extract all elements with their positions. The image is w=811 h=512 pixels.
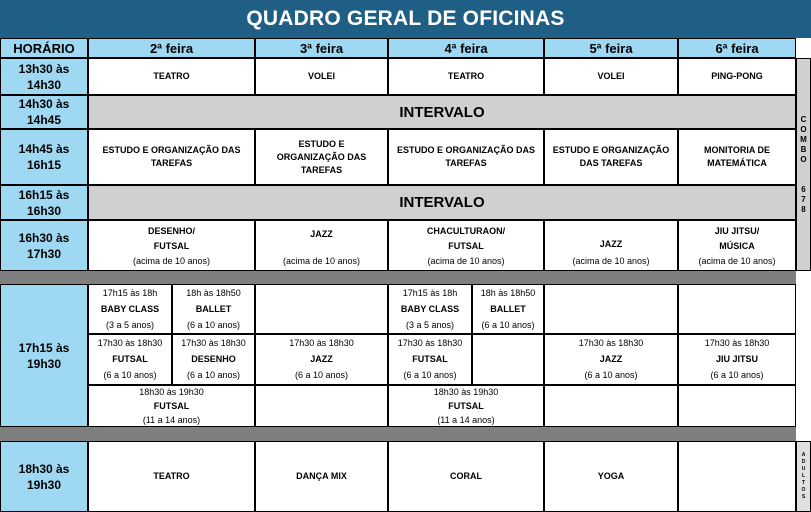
activity-label: JIU JITSU <box>715 354 758 364</box>
age-label: (6 a 10 anos) <box>186 319 241 330</box>
time-r6: 17h15 às 19h30 <box>0 284 88 427</box>
cell-r6c-wed-futsal <box>388 385 544 427</box>
cell-r6c-thu <box>544 385 678 427</box>
cell-r5-wed <box>388 220 544 271</box>
cell-r6b-wed-futsal <box>388 334 472 385</box>
cell-r3-mon: ESTUDO E ORGANIZAÇÃO DAS TAREFAS <box>88 129 255 185</box>
activity-label: BABY CLASS <box>400 303 460 314</box>
cell-r1-thu: VOLEI <box>544 58 678 95</box>
time-label: 18h30 às 19h30 <box>433 386 499 397</box>
cell-r7-tue: DANÇA MIX <box>255 441 388 512</box>
age-label: (6 a 10 anos) <box>403 370 457 380</box>
activity-label: FUTSAL <box>448 241 484 251</box>
time-r1: 13h30 às 14h30 <box>0 58 88 95</box>
cell-r7-fri <box>678 441 796 512</box>
separator-band <box>0 271 796 284</box>
time-r5: 16h30 às 17h30 <box>0 220 88 271</box>
separator-band <box>0 427 796 441</box>
cell-r6a-wed-baby <box>388 284 472 334</box>
cell-r6b-wed-empty <box>472 334 544 385</box>
time-label: 17h15 às 18h <box>102 287 158 298</box>
cell-r6b-mon-futsal <box>88 334 172 385</box>
header-day-thu: 5ª feira <box>544 38 678 58</box>
age-label: (acima de 10 anos) <box>132 256 211 266</box>
activity-label: JAZZ <box>310 229 333 239</box>
age-label: (11 a 14 anos) <box>437 414 495 425</box>
time-r3: 14h45 às 16h15 <box>0 129 88 185</box>
cell-r6c-fri <box>678 385 796 427</box>
age-label: (3 a 5 anos) <box>105 319 155 330</box>
activity-label: FUTSAL <box>412 354 448 364</box>
activity-label: JAZZ <box>599 239 623 249</box>
activity-label: BABY CLASS <box>100 303 160 314</box>
age-label: (6 a 10 anos) <box>294 370 349 380</box>
activity-label: BALLET <box>195 303 232 314</box>
time-label: 17h30 às 18h30 <box>704 338 770 348</box>
cell-r3-tue: ESTUDO E ORGANIZAÇÃO DAS TAREFAS <box>255 129 388 185</box>
cell-r1-wed: TEATRO <box>388 58 544 95</box>
cell-r5-fri <box>678 220 796 271</box>
cell-r1-mon: TEATRO <box>88 58 255 95</box>
age-label: (acima de 10 anos) <box>698 256 776 266</box>
cell-r6a-mon-ballet <box>172 284 255 334</box>
age-label: (6 a 10 anos) <box>103 370 157 380</box>
activity-label: BALLET <box>490 303 526 314</box>
header-day-fri: 6ª feira <box>678 38 796 58</box>
age-label: (6 a 10 anos) <box>710 370 764 380</box>
activity-label: FUTSAL <box>153 241 190 251</box>
side-adultos-label: A D U L T O S <box>796 441 811 512</box>
cell-r1-tue: VOLEI <box>255 58 388 95</box>
cell-r3-fri: MONITORIA DE MATEMÁTICA <box>678 129 796 185</box>
activity-label: FUTSAL <box>112 354 148 364</box>
age-label: (11 a 14 anos) <box>142 414 201 425</box>
time-r2: 14h30 às 14h45 <box>0 95 88 129</box>
header-horario: HORÁRIO <box>0 38 88 58</box>
cell-r3-thu: ESTUDO E ORGANIZAÇÃO DAS TAREFAS <box>544 129 678 185</box>
time-label: 17h30 às 18h30 <box>181 338 246 348</box>
cell-r3-wed: ESTUDO E ORGANIZAÇÃO DAS TAREFAS <box>388 129 544 185</box>
activity-label: DESENHO <box>191 354 236 364</box>
age-label: (6 a 10 anos) <box>186 370 241 380</box>
header-day-tue: 3ª feira <box>255 38 388 58</box>
cell-r1-fri: PING-PONG <box>678 58 796 95</box>
cell-r7-thu: YOGA <box>544 441 678 512</box>
time-r4: 16h15 às 16h30 <box>0 185 88 220</box>
interval-1: INTERVALO <box>88 95 796 129</box>
activity-label: FUTSAL <box>448 400 484 411</box>
cell-r6a-mon-baby <box>88 284 172 334</box>
interval-2: INTERVALO <box>88 185 796 220</box>
age-label: (acima de 10 anos) <box>427 256 505 266</box>
cell-r6a-fri <box>678 284 796 334</box>
time-label: 18h às 18h50 <box>186 287 241 298</box>
activity-label: FUTSAL <box>153 400 190 411</box>
cell-r5-thu <box>544 220 678 271</box>
activity-label: CHACULTURAON/ <box>426 226 506 236</box>
age-label: (3 a 5 anos) <box>405 319 455 330</box>
time-label: 17h15 às 18h <box>402 287 458 298</box>
activity-label: JIU JITSU/ <box>714 226 760 236</box>
age-label: (6 a 10 anos) <box>584 370 638 380</box>
cell-r6b-tue-jazz <box>255 334 388 385</box>
cell-r6a-tue <box>255 284 388 334</box>
cell-r6b-thu-jazz <box>544 334 678 385</box>
cell-r6b-mon-desenho <box>172 334 255 385</box>
cell-r5-tue <box>255 220 388 271</box>
page-title: QUADRO GERAL DE OFICINAS <box>0 0 811 38</box>
activity-label: JAZZ <box>599 354 623 364</box>
time-r7: 18h30 às 19h30 <box>0 441 88 512</box>
header-day-wed: 4ª feira <box>388 38 544 58</box>
activity-label: MÚSICA <box>719 241 755 251</box>
time-label: 17h30 às 18h30 <box>397 338 463 348</box>
header-day-mon: 2ª feira <box>88 38 255 58</box>
time-label: 17h30 às 18h30 <box>289 338 354 348</box>
cell-r6b-fri-jiu <box>678 334 796 385</box>
side-combo-label: C O M B O 6 7 8 <box>796 58 811 271</box>
cell-r6c-mon-futsal <box>88 385 255 427</box>
cell-r6c-tue <box>255 385 388 427</box>
time-label: 17h30 às 18h30 <box>97 338 163 348</box>
cell-r7-mon: TEATRO <box>88 441 255 512</box>
cell-r6a-thu <box>544 284 678 334</box>
cell-r5-mon <box>88 220 255 271</box>
age-label: (6 a 10 anos) <box>481 319 535 330</box>
time-label: 18h às 18h50 <box>480 287 536 298</box>
time-label: 18h30 às 19h30 <box>139 386 204 397</box>
activity-label: DESENHO/ <box>147 226 195 236</box>
activity-label: JAZZ <box>310 354 333 364</box>
age-label: (acima de 10 anos) <box>282 256 361 266</box>
age-label: (acima de 10 anos) <box>572 256 650 266</box>
time-label: 17h30 às 18h30 <box>578 338 644 348</box>
cell-r6a-wed-ballet <box>472 284 544 334</box>
cell-r7-wed: CORAL <box>388 441 544 512</box>
